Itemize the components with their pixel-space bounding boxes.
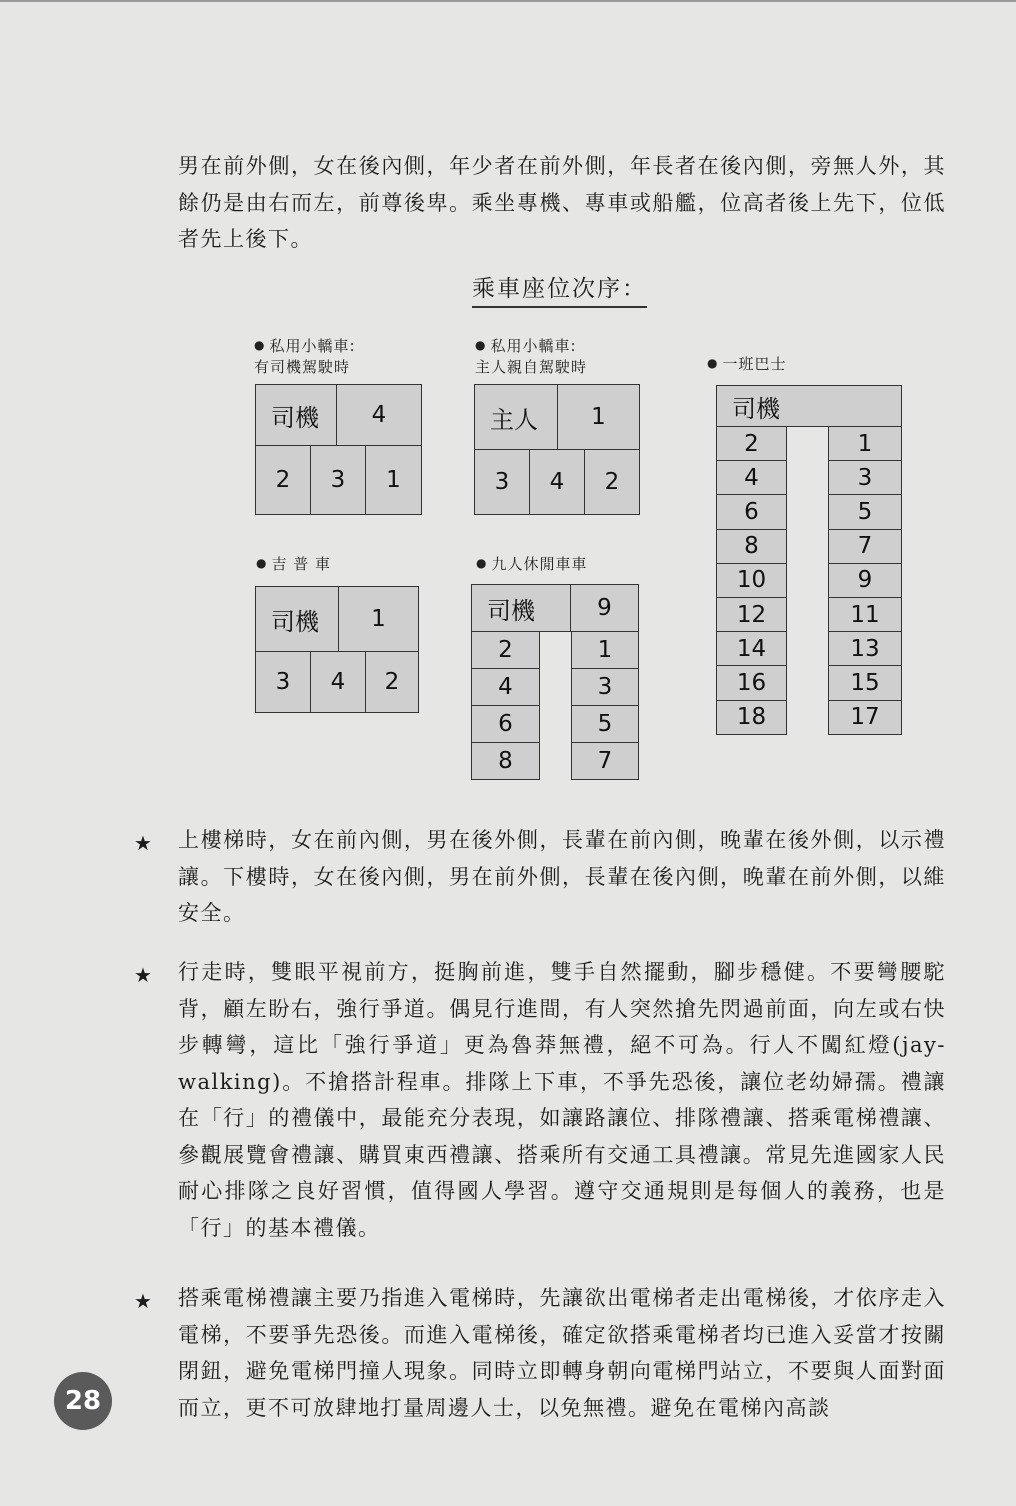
seat-back-right: 1: [365, 445, 422, 515]
seat-back-right: 2: [584, 449, 640, 515]
seat-cell: 4: [716, 460, 787, 495]
seat-driver: 司機: [471, 584, 571, 632]
bullet-dot-icon: ●: [476, 556, 488, 570]
star-bullet-icon: ★: [134, 831, 152, 855]
seat-back-right: 2: [365, 651, 419, 713]
diagram-label-car-owner: ● 私用小轎車: 主人親自駕駛時: [475, 337, 588, 376]
seat-cell: 11: [828, 597, 902, 632]
seat-owner: 主人: [474, 384, 558, 450]
bullet-dot-icon: ●: [707, 356, 719, 370]
seat-cell: 15: [828, 665, 902, 700]
seat-cell: 12: [716, 597, 787, 632]
seat-cell: 6: [716, 494, 787, 529]
page-number: 28: [54, 1372, 112, 1430]
seat-front: 1: [557, 384, 640, 450]
seat-cell: 1: [571, 631, 639, 669]
seat-driver: 司機: [716, 385, 902, 427]
seat-cell: 6: [471, 705, 540, 743]
seat-cell: 14: [716, 631, 787, 666]
seat-cell: 10: [716, 563, 787, 598]
seat-back-middle: 4: [310, 651, 366, 713]
seat-back-left: 2: [255, 445, 311, 515]
seat-cell: 5: [571, 705, 639, 743]
diagram-label-car-driver: ● 私用小轎車: 有司機駕駛時: [254, 337, 356, 376]
seat-cell: 8: [471, 742, 540, 780]
seat-back-middle: 4: [529, 449, 585, 515]
seat-back-left: 3: [255, 651, 311, 713]
seat-cell: 16: [716, 665, 787, 700]
seat-back-left: 3: [474, 449, 530, 515]
seat-cell: 7: [571, 742, 639, 780]
seat-driver: 司機: [255, 384, 337, 446]
seat-cell: 1: [828, 426, 902, 461]
seat-cell: 3: [571, 668, 639, 706]
seat-driver: 司機: [255, 586, 339, 652]
star-bullet-icon: ★: [134, 1289, 152, 1313]
seat-cell: 4: [471, 668, 540, 706]
seat-back-middle: 3: [310, 445, 366, 515]
seat-cell: 7: [828, 529, 902, 564]
diagram-label-jeep: ● 吉 普 車: [256, 555, 332, 573]
seat-cell: 5: [828, 494, 902, 529]
section-title: 乘車座位次序：: [472, 270, 647, 308]
intro-paragraph: 男在前外側，女在後內側，年少者在前外側，年長者在後內側，旁無人外，其餘仍是由右而左，前尊後卑。乘坐專機、專車或船艦，位高者後上先下，位低者先上後下。: [178, 154, 946, 251]
bullet-stairs: 上樓梯時，女在前內側，男在後外側，長輩在前內側，晚輩在後外側，以示禮讓。下樓時，女在後內側，男在前外側，長輩在後內側，晚輩在前外側，以維安全。: [178, 828, 946, 925]
seat-cell: 18: [716, 700, 787, 735]
seat-cell: 17: [828, 700, 902, 735]
top-edge: [0, 0, 1016, 2]
bullet-dot-icon: ●: [475, 338, 487, 352]
diagram-label-bus: ● 一班巴士: [707, 355, 787, 373]
seat-front: 1: [338, 586, 419, 652]
bullet-elevator: 搭乘電梯禮讓主要乃指進入電梯時，先讓欲出電梯者走出電梯後，才依序走入電梯，不要爭先恐後。而進入電梯後，確定欲搭乘電梯者均已進入妥當才按關閉鈕，避免電梯門撞人現象。同時立即轉身朝向電梯門站立，不要與人面對面而立，更不可放肆地打量周邊人士，以免無禮。避免在電梯內高談: [178, 1286, 946, 1420]
bullet-dot-icon: ●: [254, 338, 266, 352]
diagram-label-van: ● 九人休閒車車: [476, 555, 588, 573]
seat-cell: 2: [471, 631, 540, 669]
seat-cell: 2: [716, 426, 787, 461]
seat-cell: 13: [828, 631, 902, 666]
bullet-dot-icon: ●: [256, 556, 268, 570]
star-bullet-icon: ★: [134, 963, 152, 987]
bullet-walking: 行走時，雙眼平視前方，挺胸前進，雙手自然擺動，腳步穩健。不要彎腰駝背，顧左盼右，強行爭道。偶見行進間，有人突然搶先閃過前面，向左或右快步轉彎，這比「強行爭道」更為魯莽無禮，絕不可為。行人不闖紅燈(jay-walking)。不搶搭計程車。排隊上下車，不爭先恐後，讓位老幼婦孺。禮讓在「行」的禮儀中，最能充分表現，如讓路讓位、排隊禮讓、搭乘電梯禮讓、參觀展覽會禮讓、購買東西禮讓、搭乘所有交通工具禮讓。常見先進國家人民耐心排隊之良好習慣，值得國人學習。遵守交通規則是每個人的義務，也是「行」的基本禮儀。: [178, 960, 946, 1240]
seat-front: 9: [570, 584, 639, 632]
seat-cell: 9: [828, 563, 902, 598]
seat-cell: 8: [716, 529, 787, 564]
seat-cell: 3: [828, 460, 902, 495]
seat-front: 4: [336, 384, 422, 446]
